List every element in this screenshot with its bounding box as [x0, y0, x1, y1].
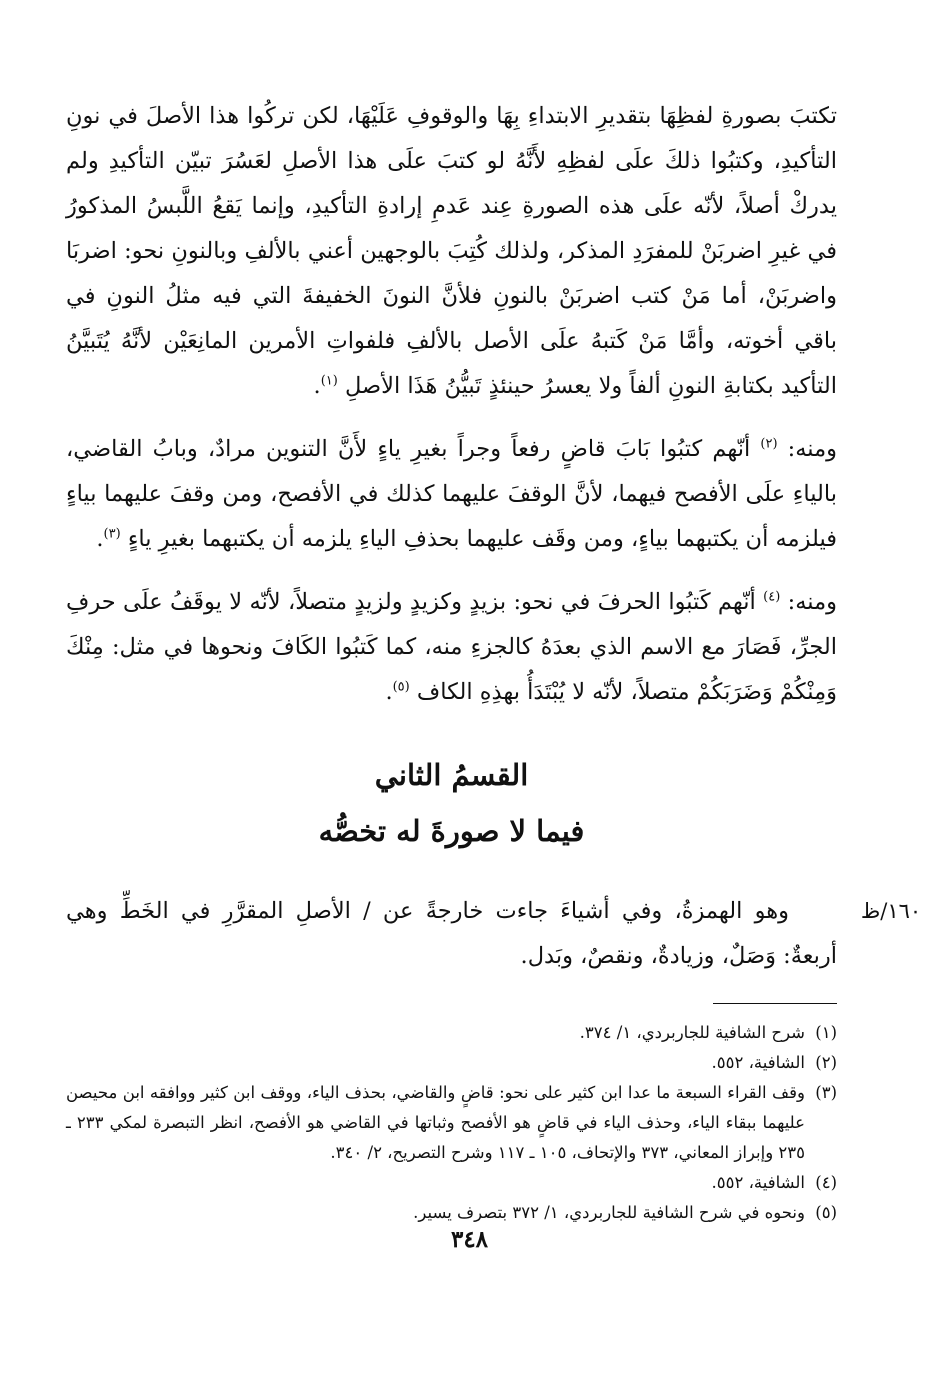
- footnote-2: [66, 1048, 837, 1078]
- footnote-number: (٤): [815, 1173, 837, 1192]
- paragraph-1: تكتبَ بصورةِ لفظِهَا بتقديرِ الابتداءِ بِهَا والوقوفِ عَلَيْهَا، لكن تركُوا هذا الأصلَ في نونِ التأكيدِ، وكتبُوا ذلكَ علَى لفظِهِ لأَنَّهُ لو كتبَ علَى هذا الأصلِ لعَسُرَ تبيّن التأكيدِ ولم يدركْ أصلاً، لأنّه علَى هذه الصورةِ عِند عَدمِ إرادةِ التأكيدِ، وإنما يَقعُ اللَّبسُ المذكورُ في غيرِ اضربَنْ للمفرَدِ المذكر، ولذلك كُتِبَ بالوجهين أعني بالألفِ وبالنونِ نحو: اضربَا واضربَنْ، أما مَنْ كتب اضربَنْ بالنونِ فلأنَّ النونَ الخفيفةَ التي فيه مثلُ النونِ في باقي أخوته، وأمَّا مَنْ كَتبهُ علَى الأصل بالألفِ فلفواتِ الأمرين المانِعَيْن لأنَّهُ يُتَبيَّنُ التأكيد بكتابةِ النونِ ألفاً ولا يعسرُ حينئذٍ تَبيُّنُ هَذَا الأصلِ $^{(١)}$.: [66, 103, 837, 399]
- page-body: [66, 86, 922, 1377]
- footnote-marker-3: (٣): [103, 526, 121, 542]
- footnote-text: شرح الشافية للجاربردي، ١/ ٣٧٤.: [579, 1023, 805, 1042]
- footnote-text: ونحوه في شرح الشافية للجاربردي، ١/ ٣٧٢ بتصرف يسير.: [413, 1203, 805, 1222]
- manuscript-folio-ref: ١٦٠/ظ: [860, 899, 922, 923]
- footnote-separator: [713, 1003, 837, 1004]
- footnote-marker-1: (١): [320, 373, 338, 389]
- footnote-3: [66, 1078, 837, 1168]
- footnote-1: [66, 1018, 837, 1048]
- footnote-4: [66, 1168, 837, 1198]
- footnote-text: وقف القراء السبعة ما عدا ابن كثير على نحو: قاضٍ والقاضي، بحذف الياء، ووقف ابن كثير ووافقه ابن محيصن عليهما ببقاء الياء، وحذف الياء في قاضٍ هو الأفصح وثباتها في القاضي هو الأفصح، انظر التبصرة لمكي ٢٣٣ ـ ٢٣٥ وإبراز المعاني، ٣٧٣ والإتحاف، ١٠٥ ـ ١١٧ وشرح التصريح، ٢/ ٣٤٠.: [66, 1083, 805, 1162]
- paragraph-3: ومنه: $^{(٤)}$ أنّهم كَتبُوا الحرفَ في نحو: بزيدٍ وكزيدٍ ولزيدٍ متصلاً، لأنّه لا يوقَفُ علَى حرفِ الجرِّ، فَصَارَ مع الاسم الذي بعدَهُ كالجزءِ منه، كما كَتبُوا الكَافَ ونحوها في مثل: مِنْكَ وَمِنْكُمْ وَضَرَبَكُمْ متصلاً، لأنّه لا يُبْتَدَأُ بهذِهِ الكاف $^{(٥)}$.: [66, 589, 837, 705]
- footnote-text: الشافية، ٥٥٢.: [711, 1173, 805, 1192]
- footnote-marker-2: (٢): [760, 436, 778, 452]
- footnote-marker-5: (٥): [392, 679, 410, 695]
- paragraph-2: ومنه: $^{(٢)}$ أنّهم كتبُوا بَابَ قاضٍ رفعاً وجراً بغيرِ ياءٍ لأَنَّ التنوين مرادٌ، وبابُ القاضي، بالياءِ علَى الأفصح فيهما، لأنَّ الوقفَ عليهما كذلك في الأفصح، ومن وقفَ عليهما بياءٍ فيلزمه أن يكتبهما بياءٍ، ومن وقَف عليهما بحذفِ الياءِ يلزمه أن يكتبهما بغيرِ ياءٍ $^{(٣)}$.: [66, 436, 838, 552]
- paragraph-3-lead: ومنه:: [787, 589, 837, 615]
- footnote-number: (١): [815, 1023, 837, 1042]
- footnote-number: (٣): [815, 1083, 837, 1102]
- paragraph-1-text: تكتبَ بصورةِ لفظِهَا بتقديرِ الابتداءِ بِهَا والوقوفِ عَلَيْهَا، لكن تركُوا هذا الأصلَ في نونِ التأكيدِ، وكتبُوا ذلكَ علَى لفظِهِ لأَنَّهُ لو كتبَ علَى هذا الأصلِ لعَسُرَ تبيّن التأكيدِ ولم يدركْ أصلاً، لأنّه علَى هذه الصورةِ عِند عَدمِ إرادةِ التأكيدِ، وإنما يَقعُ اللَّبسُ المذكورُ في غيرِ اضربَنْ للمفرَدِ المذكر، ولذلك كُتِبَ بالوجهين أعني بالألفِ وبالنونِ نحو: اضربَا واضربَنْ، أما مَنْ كتب اضربَنْ بالنونِ فلأنَّ النونَ الخفيفةَ التي فيه مثلُ النونِ في باقي أخوته، وأمَّا مَنْ كَتبهُ علَى الأصل بالألفِ فلفواتِ الأمرين المانِعَيْن لأنَّهُ يُتَبيَّنُ التأكيد بكتابةِ النونِ ألفاً ولا يعسرُ حينئذٍ تَبيُّنُ هَذَا الأصلِ: [66, 103, 837, 399]
- footnote-marker-4: (٤): [763, 589, 781, 605]
- final-paragraph-block: [66, 889, 922, 979]
- final-paragraph: وهو الهمزةُ، وفي أشياءَ جاءت خارجةً عن / الأصلِ المقرَّرِ في الخَطِّ وهي أربعةٌ: وَصَلٌ، وزيادةٌ، ونقصٌ، وبَدل.: [66, 898, 837, 969]
- paragraph-2-lead: ومنه:: [787, 436, 838, 462]
- footnote-number: (٢): [815, 1053, 837, 1072]
- footnote-5: [66, 1198, 837, 1228]
- footnotes: [66, 1018, 837, 1228]
- paragraph-3-text: أنّهم كَتبُوا الحرفَ في نحو: بزيدٍ وكزيدٍ ولزيدٍ متصلاً، لأنّه لا يوقَفُ علَى حرفِ الجرِّ، فَصَارَ مع الاسم الذي بعدَهُ كالجزءِ منه، كما كَتبُوا الكَافَ ونحوها في مثل: مِنْكَ وَمِنْكُمْ وَضَرَبَكُمْ متصلاً، لأنّه لا يُبْتَدَأُ بهذِهِ الكاف: [66, 589, 837, 705]
- section-subtitle: فيما لا صورةَ له تخصُّه: [318, 814, 585, 848]
- page-number: ٣٤٨: [450, 1226, 489, 1253]
- paragraph-2-text: أنّهم كتبُوا بَابَ قاضٍ رفعاً وجراً بغيرِ ياءٍ لأَنَّ التنوين مرادٌ، وبابُ القاضي، بالياءِ علَى الأفصح فيهما، لأنَّ الوقفَ عليهما كذلك في الأفصح، ومن وقفَ عليهما بياءٍ فيلزمه أن يكتبهما بياءٍ، ومن وقَف عليهما بحذفِ الياءِ يلزمه أن يكتبهما بغيرِ ياءٍ: [66, 436, 837, 552]
- footnote-text: الشافية، ٥٥٢.: [711, 1053, 805, 1072]
- section-heading: القسمُ الثاني: [374, 758, 529, 792]
- footnote-number: (٥): [815, 1203, 837, 1222]
